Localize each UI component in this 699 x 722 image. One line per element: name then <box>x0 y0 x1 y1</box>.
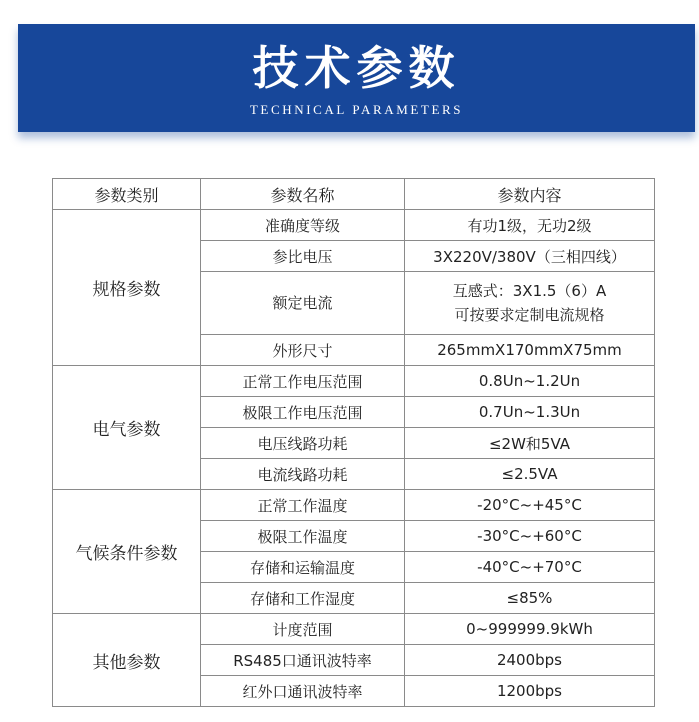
page-subtitle: TECHNICAL PARAMETERS <box>249 102 464 117</box>
column-header-name: 参数名称 <box>201 179 405 210</box>
param-value: ≤2W和5VA <box>405 428 655 459</box>
param-value: -30°C~+60°C <box>405 521 655 552</box>
category-cell-climate: 气候条件参数 <box>53 490 201 614</box>
param-name: 极限工作电压范围 <box>201 397 405 428</box>
param-name: 红外口通讯波特率 <box>201 676 405 707</box>
param-name: 参比电压 <box>201 241 405 272</box>
param-value: 3X220V/380V（三相四线） <box>405 241 655 272</box>
param-value-line-1: 互感式：3X1.5（6）A <box>452 282 607 300</box>
param-value: ≤2.5VA <box>405 459 655 490</box>
category-cell-specs: 规格参数 <box>53 210 201 366</box>
param-name: 额定电流 <box>201 272 405 335</box>
param-name: RS485口通讯波特率 <box>201 645 405 676</box>
param-value: 0.8Un~1.2Un <box>405 366 655 397</box>
param-value: -20°C~+45°C <box>405 490 655 521</box>
param-name: 极限工作温度 <box>201 521 405 552</box>
category-cell-other: 其他参数 <box>53 614 201 707</box>
param-name: 电流线路功耗 <box>201 459 405 490</box>
param-value: 2400bps <box>405 645 655 676</box>
column-header-value: 参数内容 <box>405 179 655 210</box>
header-banner <box>18 24 695 132</box>
param-name: 准确度等级 <box>201 210 405 241</box>
parameters-table <box>52 178 655 707</box>
param-name: 外形尺寸 <box>201 335 405 366</box>
param-value: 0~999999.9kWh <box>405 614 655 645</box>
param-value: 有功1级，无功2级 <box>405 210 655 241</box>
param-value-line-2: 可按要求定制电流规格 <box>454 306 605 324</box>
param-value: -40°C~+70°C <box>405 552 655 583</box>
category-cell-electrical: 电气参数 <box>53 366 201 490</box>
param-name: 正常工作温度 <box>201 490 405 521</box>
param-name: 电压线路功耗 <box>201 428 405 459</box>
param-value: 0.7Un~1.3Un <box>405 397 655 428</box>
param-value: 1200bps <box>405 676 655 707</box>
column-header-category: 参数类别 <box>53 179 201 210</box>
table-header-row <box>53 179 655 210</box>
param-name: 存储和运输温度 <box>201 552 405 583</box>
table-row <box>53 210 655 241</box>
page-title: 技术参数 <box>252 41 461 95</box>
param-value <box>405 272 655 335</box>
param-value: ≤85% <box>405 583 655 614</box>
param-name: 正常工作电压范围 <box>201 366 405 397</box>
param-name: 计度范围 <box>201 614 405 645</box>
table-row <box>53 366 655 397</box>
table-row <box>53 614 655 645</box>
table-row <box>53 490 655 521</box>
param-name: 存储和工作湿度 <box>201 583 405 614</box>
param-value: 265mmX170mmX75mm <box>405 335 655 366</box>
